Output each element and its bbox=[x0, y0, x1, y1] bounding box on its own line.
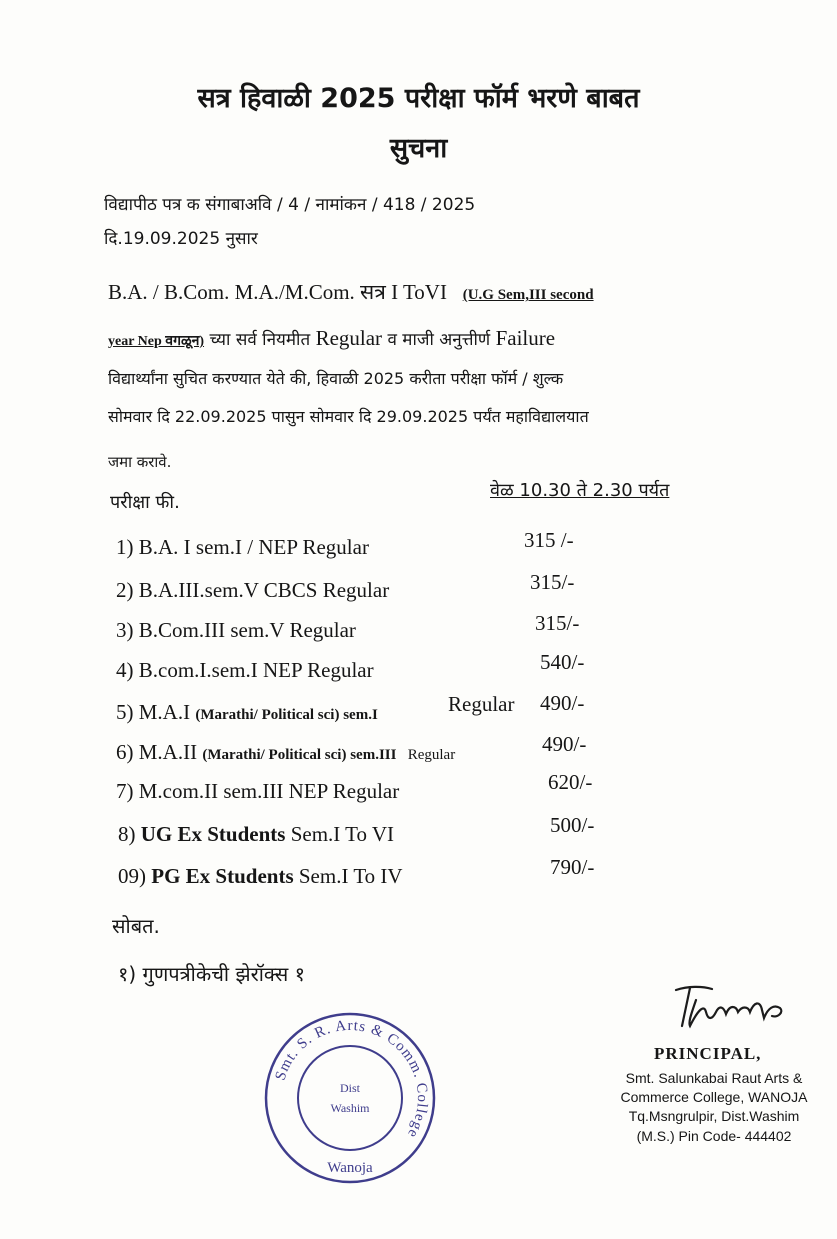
timing-note: वेळ 10.30 ते 2.30 पर्यत bbox=[490, 480, 670, 501]
fee-row-num: 09) bbox=[118, 864, 146, 888]
college-address-line-4: (M.S.) Pin Code- 444402 bbox=[636, 1128, 792, 1144]
fee-row-1 bbox=[116, 535, 369, 560]
fee-row-course: PG Ex Students bbox=[151, 864, 294, 888]
fees-label: परीक्षा फी. bbox=[110, 492, 180, 513]
reference-date: दि.19.09.2025 नुसार bbox=[104, 229, 258, 249]
fee-amount-2: 315/- bbox=[530, 570, 575, 594]
fee-row-regular: Regular bbox=[407, 747, 456, 763]
fee-row-course: B.Com.III sem.V Regular bbox=[138, 618, 356, 642]
fee-amount-5: 490/- bbox=[540, 691, 585, 715]
fee-row-9 bbox=[118, 864, 403, 889]
notice-courses-line bbox=[108, 278, 594, 306]
notice-line-4: सोमवार दि 22.09.2025 पासुन सोमवार दि 29.09.2025 पर्यंत महाविद्यालयात bbox=[108, 407, 589, 426]
fee-amount-7: 620/- bbox=[548, 770, 593, 794]
fee-row-5 bbox=[116, 700, 378, 725]
college-address-line-1: Smt. Salunkabai Raut Arts & bbox=[625, 1070, 803, 1086]
enclosure-item: १) गुणपत्रीकेची झेरॉक्स १ bbox=[118, 962, 305, 986]
notice-line-2-text: च्या सर्व नियमीत bbox=[209, 330, 311, 350]
svg-text:Smt. S. R. Arts & Comm. Colleg: Smt. S. R. Arts & Comm. College bbox=[272, 1017, 431, 1142]
seal-place: Wanoja bbox=[327, 1160, 373, 1176]
college-address-line-2: Commerce College, WANOJA bbox=[620, 1089, 808, 1105]
fee-row-8 bbox=[118, 822, 394, 847]
notice-line-2-mid: व माजी अनुत्तीर्ण bbox=[387, 330, 491, 350]
fee-row-course: B.A. I sem.I / NEP Regular bbox=[138, 535, 369, 559]
fee-row-num: 7) bbox=[116, 779, 134, 803]
fee-row-5-regular: Regular bbox=[448, 692, 515, 716]
fee-row-course: UG Ex Students bbox=[140, 822, 286, 846]
college-seal bbox=[262, 1010, 438, 1186]
fee-row-course: B.A.III.sem.V CBCS Regular bbox=[138, 578, 390, 602]
fee-row-6 bbox=[116, 740, 455, 765]
fee-row-num: 6) bbox=[116, 740, 134, 764]
fee-row-subject: (Marathi/ Political sci) sem.I bbox=[195, 707, 378, 723]
fee-row-course: M.com.II sem.III NEP Regular bbox=[138, 779, 400, 803]
fee-amount-4: 540/- bbox=[540, 650, 585, 674]
fee-row-subject: (Marathi/ Political sci) sem.III bbox=[202, 747, 397, 763]
fee-row-3 bbox=[116, 618, 356, 643]
regular-word: Regular bbox=[315, 326, 383, 350]
fee-row-num: 4) bbox=[116, 658, 134, 682]
fee-row-2 bbox=[116, 578, 389, 603]
fee-row-course: B.com.I.sem.I NEP Regular bbox=[138, 658, 374, 682]
fee-row-num: 2) bbox=[116, 578, 134, 602]
fee-amount-6: 490/- bbox=[542, 732, 587, 756]
courses-note: (U.G Sem,III second bbox=[462, 287, 594, 303]
notice-line-2 bbox=[108, 326, 555, 351]
fee-row-course: M.A.II bbox=[138, 740, 198, 764]
notice-line-5: जमा करावे. bbox=[108, 453, 172, 471]
fee-row-num: 3) bbox=[116, 618, 134, 642]
university-reference: विद्यापीठ पत्र क संगाबाअवि / 4 / नामांकन / 418 / 2025 bbox=[104, 195, 476, 215]
failure-word: Failure bbox=[495, 326, 556, 350]
notice-subtitle: सुचना bbox=[389, 133, 448, 164]
fee-amount-8: 500/- bbox=[550, 813, 595, 837]
fee-amount-9: 790/- bbox=[550, 855, 595, 879]
notice-line-3: विद्यार्थ्यांना सुचित करण्यात येते की, हिवाळी 2025 करीता परीक्षा फॉर्म / शुल्क bbox=[108, 369, 564, 388]
seal-center-1: Dist bbox=[339, 1081, 361, 1095]
principal-signature bbox=[668, 982, 798, 1032]
courses-text: B.A. / B.Com. M.A./M.Com. सत्र I ToVI bbox=[108, 280, 447, 304]
courses-note-cont: year Nep वगळून) bbox=[108, 334, 205, 349]
fee-row-course: M.A.I bbox=[138, 700, 191, 724]
enclosures-label: सोबत. bbox=[112, 914, 160, 938]
fee-row-course-tail: Sem.I To VI bbox=[290, 822, 395, 846]
fee-row-7 bbox=[116, 779, 399, 804]
seal-center-2: Washim bbox=[330, 1101, 370, 1115]
college-address-line-3: Tq.Msngrulpir, Dist.Washim bbox=[628, 1108, 800, 1124]
fee-row-num: 5) bbox=[116, 700, 134, 724]
principal-title: PRINCIPAL, bbox=[654, 1044, 762, 1063]
fee-row-course-tail: Sem.I To IV bbox=[298, 864, 403, 888]
notice-title: सत्र हिवाळी 2025 परीक्षा फॉर्म भरणे बाबत bbox=[197, 83, 640, 114]
fee-amount-3: 315/- bbox=[535, 611, 580, 635]
fee-row-num: 8) bbox=[118, 822, 136, 846]
fee-row-num: 1) bbox=[116, 535, 134, 559]
fee-amount-1: 315 /- bbox=[524, 528, 574, 552]
fee-row-4 bbox=[116, 658, 374, 683]
